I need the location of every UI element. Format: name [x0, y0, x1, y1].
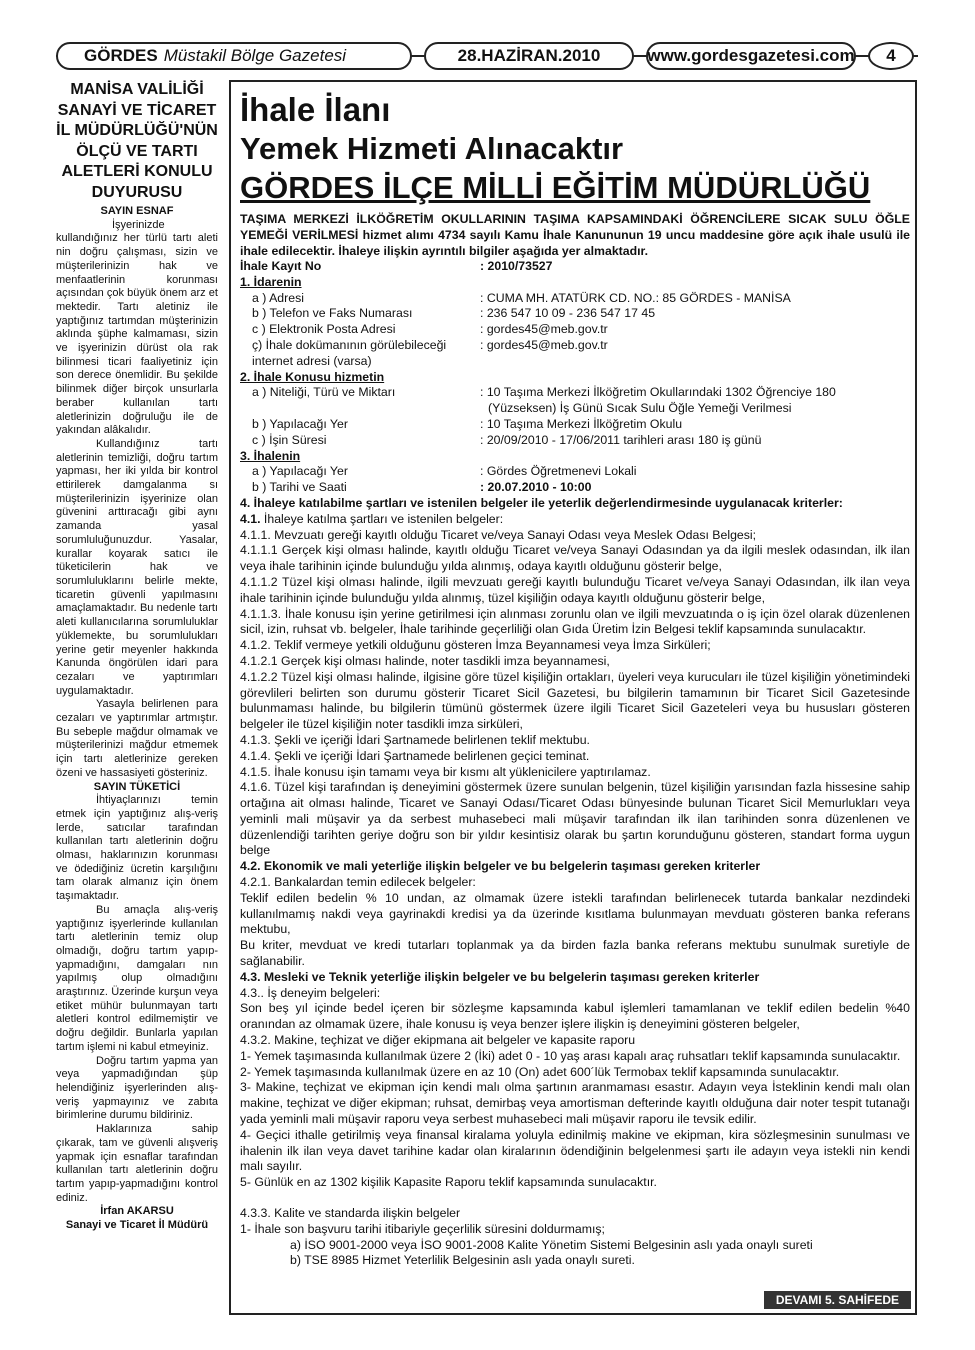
clause: 4.1.2.1 Gerçek kişi olması halinde, noter tasdikli imza beyannamesi,: [240, 653, 610, 668]
paragraph: Yasayla belirlenen para cezaları ve yaptırımlar artmıştır. Bu sebeple mağdur olmamak ve müşterilerinizi mağdur etmemek için tartı aletlerinize gereken özeni ve hassasiyeti gösteriniz.: [56, 698, 218, 779]
field-label: c ) Elektronik Posta Adresi: [252, 322, 396, 337]
heading-tuketici: SAYIN TÜKETİCİ: [93, 780, 181, 793]
website-url: www.gordesgazetesi.com: [646, 42, 856, 70]
clause: 4.3.3. Kalite ve standarda ilişkin belgeler: [240, 1206, 461, 1221]
section-heading: 1. İdarenin: [240, 274, 302, 289]
page-header: [56, 40, 918, 72]
clause: 4- Geçici ithalle getirilmiş veya finansal kiralama yoluyla edinilmiş makine ve ekipman, kira sözleşmesinin sunulması ve ihalenin ilk ilan veya davet tarihine kadar olan kiralarının ödendiğinin belgelenmesi şartı ile adayın veya istekli nin kendi malı sayılır.: [240, 1127, 910, 1174]
continued-label: DEVAMI 5. SAHİFEDE: [764, 1291, 911, 1309]
notice-subtitle: Yemek Hizmeti Alınacaktır: [240, 131, 624, 166]
clause: 3- Makine, teçhizat ve ekipman için kendi malı olma şartının aranmaması esastır. Adayın veya İsteklinin kendi malı olan makine, teçhizat ve diğer ekipman; ruhsat, demirbaş veya amortisman defterinde kayıtlı olduğuna dair noter tespit tutanağı yada yeminli mali müşavir raporu veya serbest muhasebeci mali müşavir raporu ile tevsik edilir.: [240, 1080, 910, 1127]
field-value: : 10 Taşıma Merkezi İlköğretim Okullarındaki 1302 Öğrenciye 180: [480, 385, 836, 400]
clause: 1- Yemek taşımasında kullanılmak üzere 2 (İki) adet 0 - 10 yaş arası kapalı araç ruhsatları teklif kapsamında sunulacaktır.: [240, 1048, 901, 1063]
clause-text: İhaleye katılma şartları ve istenilen belgeler:: [260, 511, 504, 526]
clause: 4.3.. İş deneyim belgeleri:: [240, 985, 381, 1000]
field-label: c ) İşin Süresi: [252, 432, 327, 447]
clause: 1- İhale son başvuru tarihi itibariyle geçerlilik süresini doldurmamış;: [240, 1221, 605, 1236]
paragraph: Kullandığınız tartı aletlerinin temizliği, doğru tartım yapması, her iki yılda bir kontrol ettirilerek damgalanma sı müşterilerinizin işyerinize olan güvenini arttıracağı gibi aynı zamanda yasal sorumluluğunuzdur. Yasalar, kurallar koyarak satıcı ile tüketicilerin hak ve sorumluluklarını belirle mekte, ticaretin güvenli yapılmasını amaçlamaktadır. Bu nedenle tartı aleti kullanıcılarına sorumluluklar yüklemekte, bu sorumlulukları yerine getir meyenler hakkında Kanunda öngörülen idari para cezaları ve yaptırımları uygulamaktadır.: [56, 437, 218, 697]
clause-number: 4.1.: [240, 511, 261, 526]
clause: [240, 512, 910, 528]
clause: 4.1.5. İhale konusu işin tamamı veya bir kısmı alt yüklenicilere yaptırılamaz.: [240, 764, 651, 779]
field-value: : gordes45@meb.gov.tr: [480, 337, 608, 352]
clause: 4.3.2. Makine, teçhizat ve diğer ekipmana ait belgeler ve kapasite raporu: [240, 1033, 636, 1048]
clause: 4.2.1. Bankalardan temin edilecek belgeler:: [240, 875, 476, 890]
notice-body: [240, 259, 910, 1269]
section-heading: 3. İhalenin: [240, 448, 301, 463]
clause: a) İSO 9001-2000 veya İSO 9001-2008 Kalite Yönetim Sistemi Belgesinin aslı yada onaylı sureti: [290, 1237, 813, 1252]
paper-subtitle: Müstakil Bölge Gazetesi: [163, 46, 347, 65]
clause: 4.1.6. Tüzel kişi tarafından iş deneyimini göstermek üzere sunulan belgenin, tüzel kişiliğin yarısından fazla hissesine sahip ortağına ait olması halinde, Ticaret ve Sanayi Odası/Ticaret Odası bünyesinde bulunan Ticaret Sicil Memurlukları veya yeminli mali müşavir ya da serbest muhasebeci mali müşavir tarafından ilk ilan tarihinden sonra düzenlenen ve düzenlendiği tarihten geriye doğru son bir yıldır kesintisiz olarak bu şartın korunduğunu gösteren, standart forma uygun belge: [240, 780, 910, 858]
field-value: : 236 547 10 09 - 236 547 17 45: [480, 306, 656, 321]
section-heading: 4.2. Ekonomik ve mali yeterliğe ilişkin belgeler ve bu belgelerin taşıması gereken kriterler: [240, 859, 761, 874]
clause: 4.1.1. Mevzuatı gereği kayıtlı olduğu Ticaret ve/veya Sanayi Odası veya Meslek Odası Belgesi;: [240, 527, 757, 542]
section-heading: 2. İhale Konusu hizmetin: [240, 369, 385, 384]
heading-esnaf: SAYIN ESNAF: [100, 205, 174, 217]
clause: 2- Yemek taşımasında kullanılmak üzere en az 10 (On) adet 600´lük Termobax teklif kapsamında sunulacaktır.: [240, 1064, 840, 1079]
field-label: a ) Niteliği, Türü ve Miktarı: [252, 385, 396, 400]
clause: 4.1.4. Şekli ve içeriği İdari Şartnamede belirlenen geçici teminat.: [240, 748, 590, 763]
field-value: : 2010/73527: [480, 259, 553, 273]
clause: Teklif edilen bedelin % 10 undan, az olmamak üzere istekli tarafından belirlenecek tutarda bankalar nezdindeki kullanılmamış nakdi veya gayrinakdi kredisi ya da üzerinde kısıtlama bulunmayan mevduatı gösteren banka referans mektubu,: [240, 890, 910, 937]
clause: 5- Günlük en az 1302 kişilik Kapasite Raporu teklif kapsamında sunulacaktır.: [240, 1175, 657, 1190]
signature-name: İrfan AKARSU: [100, 1205, 174, 1218]
notice-title: İhale İlanı: [240, 91, 391, 128]
field-label: b ) Yapılacağı Yer: [252, 416, 348, 431]
clause: Bu kriter, mevduat ve kredi tutarları toplanmak ya da birden fazla banka referans mektubu sunulmak suretiyle de sağlanabilir.: [240, 938, 910, 969]
clause: Son beş yıl içinde bedel içeren bir sözleşme kapsamında kabul işlemleri tamamlanan ve teklif edilen bedelin %40 oranından az olmamak üzere, ihale konusu iş veya benzer işlere ilişkin iş deneyimini gösteren belgeler,: [240, 1001, 910, 1032]
field-value: : Gördes Öğretmenevi Lokali: [480, 464, 637, 479]
clause: 4.1.1.3. İhale konusu işin yerine getirilmesi için alınması zorunlu olan ve ilgili mevzuatında o iş için özel olarak düzenlenen sicil, izin, ruhsat vb. belgeler, İhale tarihinde geçerliliği olan Gıda Üretim İzin Belgesi teklif kapsamında sunulacaktır.: [240, 606, 910, 637]
clause: 4.1.2. Teklif vermeye yetkili olduğunu gösteren İmza Beyannamesi veya İmza Sirküleri;: [240, 638, 711, 653]
issue-date: 28.HAZİRAN.2010: [424, 42, 634, 70]
field-value: : 20.07.2010 - 10:00: [480, 480, 592, 495]
field-value: : 10 Taşıma Merkezi İlköğretim Okulu: [480, 416, 683, 431]
field-label: İhale Kayıt No: [240, 259, 322, 273]
paragraph: İşyerinizde kullandığınız her türlü tartı aleti nin doğru çalışması, sizin ve müşterilerinizin hak ve menfaatlerinin korunması açısından çok büyük önem arz et mektedir. Tartı aletiniz ile yaptığınız tartımdan müşterinizin aklında şüphe kalmaması, sizin ve işyerinizin dürüst ola rak bilinmesi ticari faaliyetiniz için son derece önemlidir. Bu şekilde bilinmek diğer birçok unsurlarla beraber kullanılan tartı aletlerinizin doğruluğu ile de yakından alâkalıdır.: [56, 218, 218, 437]
field-label: a ) Adresi: [252, 290, 304, 305]
notice-intro: TAŞIMA MERKEZİ İLKÖĞRETİM OKULLARININ TAŞIMA KAPSAMINDAKİ ÖĞRENCİLERE SICAK SULU ÖĞLE YEMEĞİ VERİLMESİ hizmet alımı 4734 sayılı Kamu İhale Kanununun 19 uncu maddesine göre açık ihale usulü ile ihale edilecektir. İhaleye ilişkin ayrıntılı bilgiler aşağıda yer almaktadır.: [240, 212, 910, 258]
section-heading: 4.3. Mesleki ve Teknik yeterliğe ilişkin belgeler ve bu belgelerin taşıması gereken kriterler: [240, 969, 760, 984]
page-number: 4: [868, 42, 914, 70]
announcement-title: MANİSA VALİLİĞİ SANAYİ VE TİCARET İL MÜDÜRLÜĞÜ'NÜN ÖLÇÜ VE TARTI ALETLERİ KONULU DUYURUSU: [56, 81, 218, 201]
field-label: a ) Yapılacağı Yer: [252, 464, 348, 479]
clause: 4.1.2.2 Tüzel kişi olması halinde, ilgisine göre tüzel kişiliğin ortakları, üyeleri veya kurucuları ile tüzel kişiliğin yönetimindeki görevlileri belirten son durumu gösterir Ticaret Sicil Gazetesi, bu bilgilerin tamamının bir Ticaret Sicil Gazetesinde bulunmaması halinde, bu bilgilerin tümünü göstermek üzere ilgili Ticaret Sicil Gazeteleri veya bu hususları gösteren belgeler ile tüzel kişiliğin noter tasdikli imza sirküleri,: [240, 669, 910, 732]
section-heading: 4. İhaleye katılabilme şartları ve istenilen belgeler ile yeterlik değerlendirmesinde uygulanacak kriterler:: [240, 495, 843, 510]
field-value: : 20/09/2010 - 17/06/2011 tarihleri arası 180 iş günü: [480, 432, 762, 447]
field-label: b ) Telefon ve Faks Numarası: [252, 306, 413, 321]
signature-title: Sanayi ve Ticaret İl Müdürü: [65, 1219, 209, 1232]
paper-name-pill: [56, 42, 412, 70]
clause: 4.1.1.2 Tüzel kişi olması halinde, ilgili mevzuatı gereği kayıtlı bulunduğu Ticaret ve/veya Sanayi Odasından, ilk ilan veya ihale tarihinin içinde bulunduğu yılda alınmış, tüzel kişiliğin odaya kayıtlı olduğunu gösterir belge,: [240, 574, 910, 605]
tender-notice-box: [229, 80, 917, 1315]
field-value: : CUMA MH. ATATÜRK CD. NO.: 85 GÖRDES - MANİSA: [480, 290, 791, 305]
field-label: b ) Tarihi ve Saati: [252, 480, 347, 495]
announcement-column: [56, 80, 218, 1233]
issuer-name: GÖRDES İLÇE MİLLİ EĞİTİM MÜDÜRLÜĞÜ: [240, 170, 871, 205]
field-value-cont: (Yüzseksen) İş Günü Sıcak Sulu Öğle Yemeği Verilmesi: [488, 401, 792, 416]
clause: b) TSE 8985 Hizmet Yeterlilik Belgesinin aslı yada onaylı sureti.: [290, 1253, 635, 1268]
clause: 4.1.3. Şekli ve içeriği İdari Şartnamede belirlenen teklif mektubu.: [240, 732, 590, 747]
paper-name: GÖRDES: [84, 46, 158, 65]
paragraph: Haklarınıza sahip çıkarak, tam ve güvenli alışveriş yapmak için esnaflar tarafından kullanılan tartı aletlerinin doğru tartım yapıp-yapmadığını kontrol ediniz.: [56, 1123, 218, 1204]
clause: 4.1.1.1 Gerçek kişi olması halinde, kayıtlı olduğu Ticaret ve/veya Sanayi Odasından ya da ilgili meslek odasından, ilk ilan veya ihale tarihinin içinde bulunduğu yılda alınmış, odaya kayıtlı olduğunu gösterir belge,: [240, 543, 910, 574]
paragraph: İhtiyaçlarınızı temin etmek için yaptığınız alış-veriş lerde, satıcılar tarafından kullanılan tartı aletlerinin doğru olması, haklarınızın korunması ve ödediğiniz ücretin karşılığını tam olarak almanız için önem taşımaktadır.: [56, 794, 218, 903]
paragraph: Doğru tartım yapma yan veya yapmadığından şüp helendiğiniz işyerlerinden alış-veriş yapmayınız ve zabıta birimlerine durumu bildiriniz.: [56, 1054, 218, 1122]
paragraph: Bu amaçla alış-veriş yaptığınız işyerlerinde kullanılan tartı aletlerinin temiz olup olmadığı, doğru tartım yapıp-yapmadığını, damgaları nın yapılmış olup olmadığını araştırınız. Üzerinde kurşun veya etiket mühür bulunmayan tartı aletleri kontrol edilmemiştir ve doğru değildir. Bunlarla yapılan tartım işlemi ni kabul etmeyiniz.: [56, 903, 218, 1053]
field-value: : gordes45@meb.gov.tr: [480, 322, 608, 337]
field-label: ç) İhale dokümanının görülebileceği internet adresi (varsa): [252, 337, 447, 368]
